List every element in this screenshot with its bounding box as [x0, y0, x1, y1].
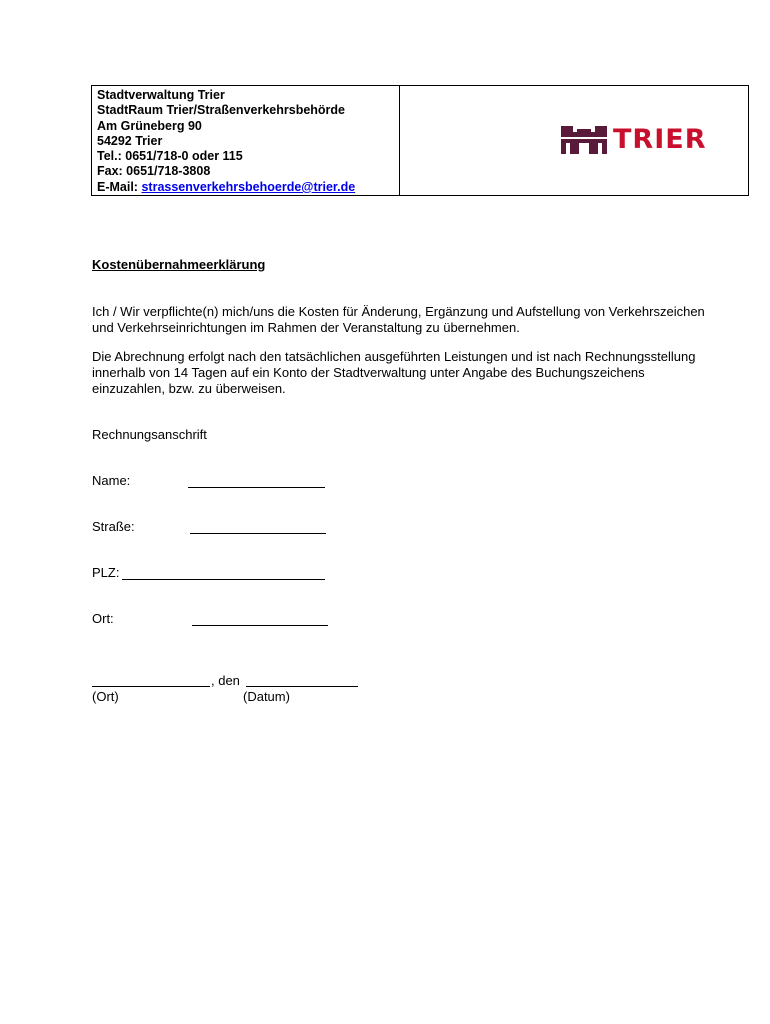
address-line-fax: Fax: 0651/718-3808: [97, 164, 211, 179]
plz-label: PLZ:: [92, 565, 120, 580]
billing-address-heading: Rechnungsanschrift: [92, 427, 207, 442]
document-title: Kostenübernahmeerklärung: [92, 257, 266, 272]
name-field[interactable]: [188, 487, 325, 488]
email-label: E-Mail:: [97, 179, 138, 194]
logo-area: [400, 86, 748, 195]
address-line-city: 54292 Trier: [97, 133, 163, 148]
city-label: Ort:: [92, 611, 114, 626]
porta-nigra-icon: [561, 126, 607, 154]
street-field[interactable]: [190, 533, 326, 534]
place-signature-field[interactable]: [92, 686, 210, 687]
email-link[interactable]: strassenverkehrsbehoerde@trier.de: [141, 179, 356, 194]
obligation-paragraph: Ich / Wir verpflichte(n) mich/uns die Kosten für Änderung, Ergänzung und Aufstellung von Verkehrszeichen und Verkehrseinrichtungen im Rahmen der Veranstaltung zu übernehmen.: [92, 304, 705, 335]
sender-address: [92, 86, 400, 195]
name-label: Name:: [92, 473, 131, 488]
street-label: Straße:: [92, 519, 135, 534]
address-line-street: Am Grüneberg 90: [97, 118, 202, 133]
city-field[interactable]: [192, 625, 328, 626]
date-signature-field[interactable]: [246, 686, 358, 687]
plz-field[interactable]: [122, 579, 325, 580]
address-line-phone: Tel.: 0651/718-0 oder 115: [97, 149, 243, 164]
letterhead-box: [91, 85, 749, 196]
trier-logo: [561, 124, 707, 155]
logo-text: TRIER: [613, 124, 707, 155]
address-line-email: [97, 180, 399, 195]
address-line-authority: Stadtverwaltung Trier: [97, 88, 225, 102]
place-caption: (Ort): [92, 689, 119, 704]
date-caption: (Datum): [243, 689, 290, 704]
billing-paragraph: Die Abrechnung erfolgt nach den tatsächlichen ausgeführten Leistungen und ist nach Rechnungsstellung innerhalb von 14 Tagen auf ein Konto der Stadtverwaltung unter Angabe des Buchungszeichens einzuzahlen, bzw. zu überweisen.: [92, 349, 696, 396]
den-text: , den: [211, 673, 240, 688]
address-line-department: StadtRaum Trier/Straßenverkehrsbehörde: [97, 103, 345, 118]
